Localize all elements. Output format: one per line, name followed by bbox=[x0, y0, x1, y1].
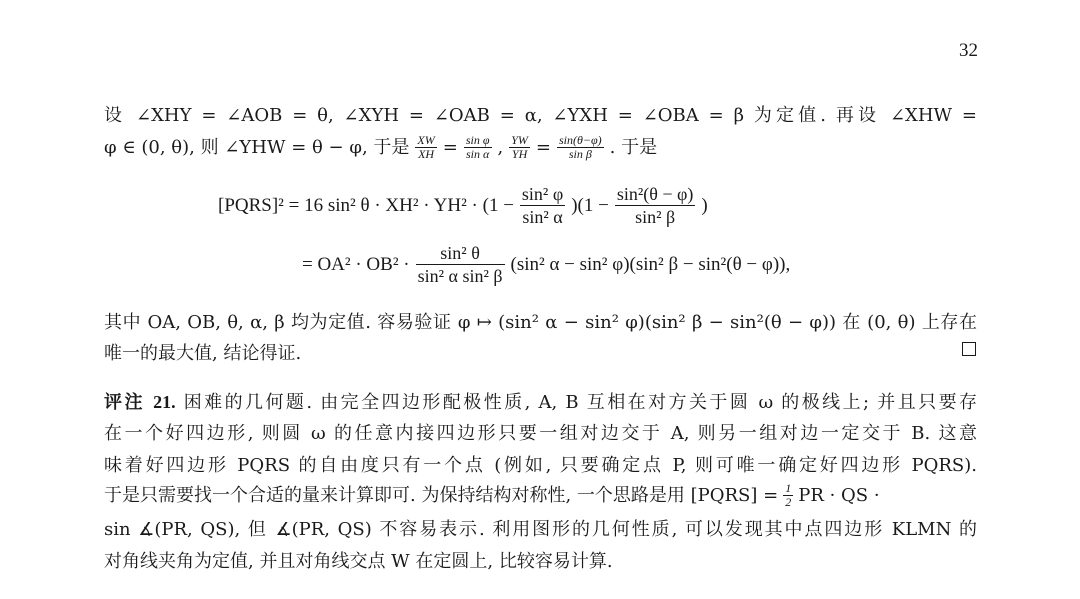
frac-denominator: sin α bbox=[466, 147, 490, 161]
remark-number: 21. bbox=[153, 392, 176, 412]
equation-row1-lhs: [PQRS]² = 16 sin² θ · XH² · YH² · (1 − bbox=[218, 194, 514, 216]
remark-line5: sin ∡(PR, QS), 但 ∡(PR, QS) 不容易表示. 利用图形的几何性质, 可以发现其中点四边形 KLMN 的 bbox=[104, 519, 977, 540]
remark-line3: 味着好四边形 PQRS 的自由度只有一个点 (例如, 只要确定点 P, 则可唯一确定好四边形 PQRS). bbox=[104, 455, 977, 476]
fraction-one-half bbox=[783, 482, 793, 509]
fraction-sin2phi-sin2alpha bbox=[520, 183, 565, 228]
frac-numerator: sin² φ bbox=[521, 184, 564, 204]
para2-line2: 唯一的最大值, 结论得证. bbox=[104, 343, 302, 364]
equation-row2 bbox=[302, 242, 790, 287]
fraction-sin2theta bbox=[416, 242, 505, 287]
equation-row2-end: (sin² α − sin² φ)(sin² β − sin²(θ − φ)), bbox=[510, 253, 791, 275]
equation-row1-mid: )(1 − bbox=[571, 194, 609, 216]
frac-numerator: sin²(θ − φ) bbox=[616, 184, 694, 204]
comma: , bbox=[497, 136, 504, 158]
frac-numerator: sin² θ bbox=[416, 242, 505, 265]
frac-numerator: 1 bbox=[785, 481, 792, 495]
frac-denominator: 2 bbox=[785, 495, 792, 509]
fraction-xw-xh bbox=[415, 134, 436, 161]
frac-denominator: sin² α bbox=[522, 207, 563, 227]
fraction-sinphi-sinalpha bbox=[464, 134, 492, 161]
frac-denominator: sin² α sin² β bbox=[417, 266, 503, 286]
frac-denominator: XH bbox=[418, 147, 435, 161]
fraction-sin-theta-minus-phi bbox=[557, 134, 604, 161]
para1-line2-end: . 于是 bbox=[609, 136, 658, 158]
frac-numerator: sin φ bbox=[465, 133, 490, 147]
page-number: 32 bbox=[959, 40, 978, 61]
equals-sign: = bbox=[535, 136, 551, 158]
para2-line1: 其中 OA, OB, θ, α, β 均为定值. 容易验证 φ ↦ (sin² α − sin² φ)(sin² β − sin²(θ − φ)) 在 (0, θ) 上存在 bbox=[104, 312, 977, 333]
remark-line1-text: 困难的几何题. 由完全四边形配极性质, A, B 互相在对方关于圆 ω 的极线上; 并且只要存 bbox=[183, 392, 978, 413]
equation-row2-lhs: = OA² · OB² · bbox=[302, 253, 410, 275]
remark-line4-end: PR · QS · bbox=[798, 484, 880, 506]
fraction-yw-yh bbox=[509, 134, 530, 161]
frac-denominator: sin β bbox=[568, 147, 592, 161]
frac-denominator: YH bbox=[511, 147, 528, 161]
frac-denominator: sin² β bbox=[635, 207, 676, 227]
remark-line6: 对角线夹角为定值, 并且对角线交点 W 在定圆上, 比较容易计算. bbox=[104, 551, 613, 572]
para1-line1: 设 ∠XHY = ∠AOB = θ, ∠XYH = ∠OAB = α, ∠YXH = ∠OBA = β 为定值. 再设 ∠XHW = bbox=[104, 105, 977, 126]
frac-numerator: sin(θ−φ) bbox=[559, 133, 602, 147]
remark-line1 bbox=[104, 390, 977, 415]
remark-line4-text: 于是只需要找一个合适的量来计算即可. 为保持结构对称性, 一个思路是用 [PQRS] = bbox=[104, 484, 779, 506]
remark-line2: 在一个好四边形, 则圆 ω 的任意内接四边形只要一组对边交于 A, 则另一组对边一定交于 B. 这意 bbox=[104, 423, 977, 444]
frac-numerator: XW bbox=[417, 133, 435, 147]
equation-row1 bbox=[218, 183, 708, 228]
para1-line2 bbox=[104, 134, 977, 161]
remark-heading: 评注 bbox=[104, 392, 145, 413]
equation-row1-end: ) bbox=[701, 194, 708, 216]
qed-box-icon bbox=[962, 342, 976, 356]
frac-numerator: YW bbox=[511, 133, 528, 147]
remark-line4 bbox=[104, 482, 977, 509]
equals-sign: = bbox=[442, 136, 458, 158]
fraction-sin2-theta-minus-phi bbox=[615, 183, 696, 228]
para1-line2-text: φ ∈ (0, θ), 则 ∠YHW = θ − φ, 于是 bbox=[104, 136, 410, 158]
